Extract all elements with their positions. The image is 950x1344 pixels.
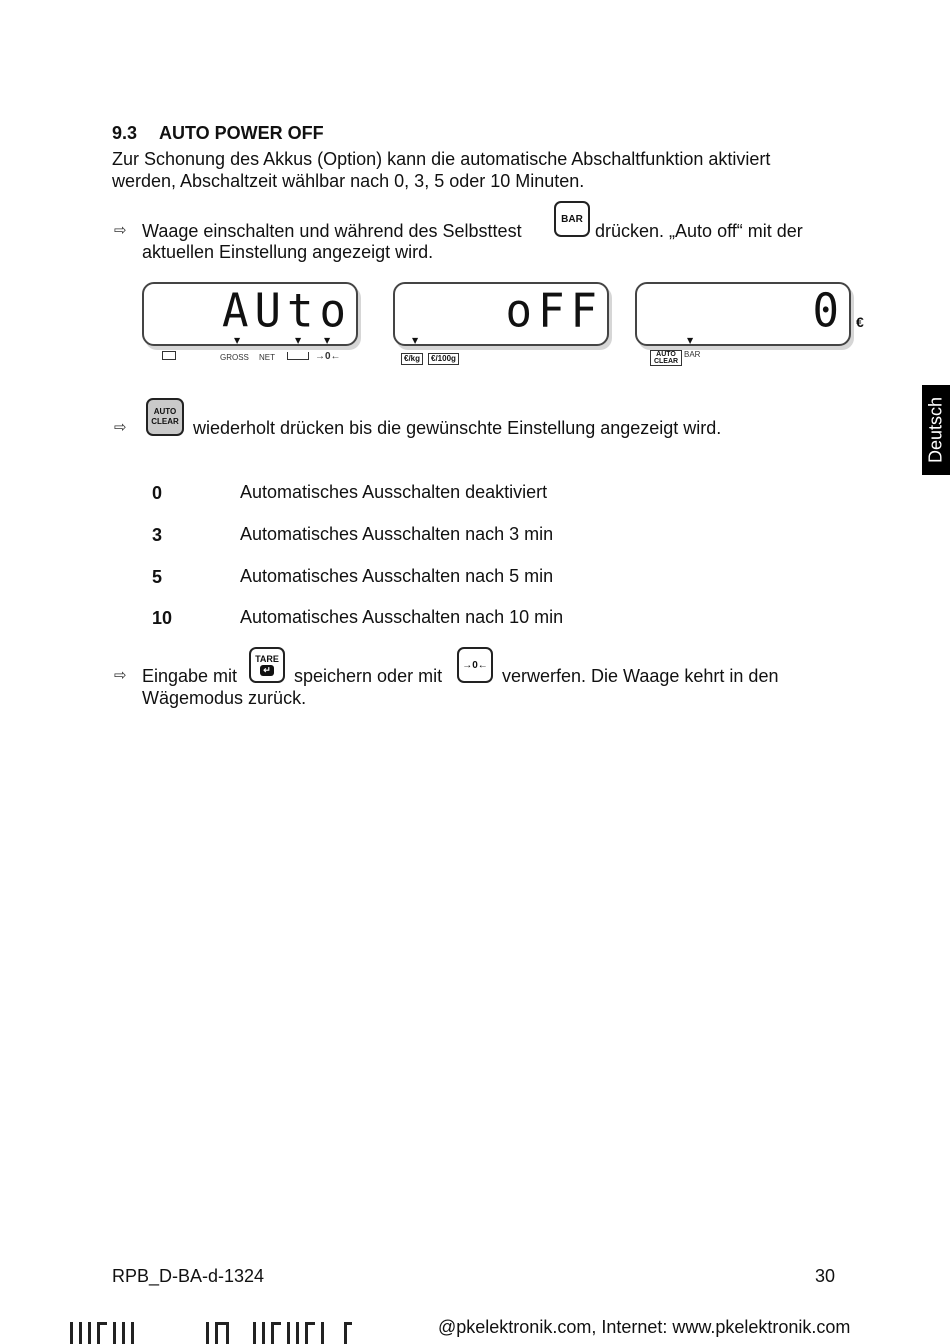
indicator-triangle: ▼ (412, 336, 419, 345)
display-zero (635, 282, 851, 346)
bar-key-label: BAR (561, 213, 583, 225)
section-title: AUTO POWER OFF (159, 123, 324, 143)
language-tab (922, 385, 950, 475)
step-arrow-icon: ⇨ (114, 666, 127, 684)
indicator-triangle: ▼ (324, 336, 331, 345)
zero-key-label: →0← (462, 659, 488, 671)
display-auto-text: AUto (222, 284, 352, 339)
bar-label: BAR (684, 350, 701, 359)
enter-icon: ↵ (260, 665, 274, 676)
option-value: 3 (152, 525, 163, 545)
tare-key-label: TARE (255, 654, 279, 664)
step1-line-2: aktuellen Einstellung angezeigt wird. (142, 242, 434, 262)
section-number: 9.3 (112, 123, 138, 143)
price-per-100g-label: €/100g (428, 353, 459, 365)
auto-clear-box-label: AUTO CLEAR (650, 350, 682, 366)
cropped-text-fragment (70, 1320, 430, 1344)
footer-page-number: 30 (815, 1266, 836, 1286)
option-value: 10 (152, 608, 173, 628)
zero-key-icon (457, 647, 493, 683)
tare-key-icon (249, 647, 285, 683)
display-off-text: oFF (505, 284, 603, 339)
option-desc: Automatisches Ausschalten deaktiviert (240, 482, 548, 502)
step1-text-a: Waage einschalten und während des Selbsttest (142, 221, 522, 241)
step-arrow-icon: ⇨ (114, 221, 127, 239)
gross-label: GROSS (220, 353, 249, 362)
step-arrow-icon: ⇨ (114, 418, 127, 436)
zero-symbol: →0← (315, 351, 341, 362)
step2-text: wiederholt drücken bis die gewünschte Einstellung angezeigt wird. (193, 418, 722, 438)
auto-clear-key-line1: AUTO (153, 407, 177, 416)
euro-unit: € (856, 314, 864, 330)
display-zero-text: 0 (812, 284, 845, 339)
step3-text-c: verwerfen. Die Waage kehrt in den (502, 666, 779, 686)
option-value: 5 (152, 567, 163, 587)
option-desc: Automatisches Ausschalten nach 3 min (240, 524, 554, 544)
auto-clear-key-line2: CLEAR (151, 417, 179, 426)
intro-line-2: werden, Abschaltzeit wählbar nach 0, 3, 5 oder 10 Minuten. (112, 171, 585, 191)
option-value: 0 (152, 483, 163, 503)
indicator-triangle: ▼ (234, 336, 241, 345)
footer-contact: @pkelektronik.com, Internet: www.pkelektronik.com (438, 1317, 851, 1337)
step3-text-a: Eingabe mit (142, 666, 238, 686)
stable-icon (287, 352, 309, 360)
auto-clear-key-icon (146, 398, 184, 436)
step1-text-b: drücken. „Auto off“ mit der (595, 221, 803, 241)
step3-text-b: speichern oder mit (294, 666, 443, 686)
language-tab-label: Deutsch (925, 396, 946, 464)
net-label: NET (259, 353, 275, 362)
intro-line-1: Zur Schonung des Akkus (Option) kann die automatische Abschaltfunktion aktiviert (112, 149, 771, 169)
display-off (393, 282, 609, 346)
price-per-kg-label: €/kg (401, 353, 423, 365)
bar-key-icon (554, 201, 590, 237)
battery-icon (162, 351, 176, 360)
footer-doc-id: RPB_D-BA-d-1324 (112, 1266, 265, 1286)
option-desc: Automatisches Ausschalten nach 5 min (240, 566, 554, 586)
option-desc: Automatisches Ausschalten nach 10 min (240, 607, 564, 627)
indicator-triangle: ▼ (295, 336, 302, 345)
indicator-triangle: ▼ (687, 336, 694, 345)
step3-line-2: Wägemodus zurück. (142, 688, 307, 708)
